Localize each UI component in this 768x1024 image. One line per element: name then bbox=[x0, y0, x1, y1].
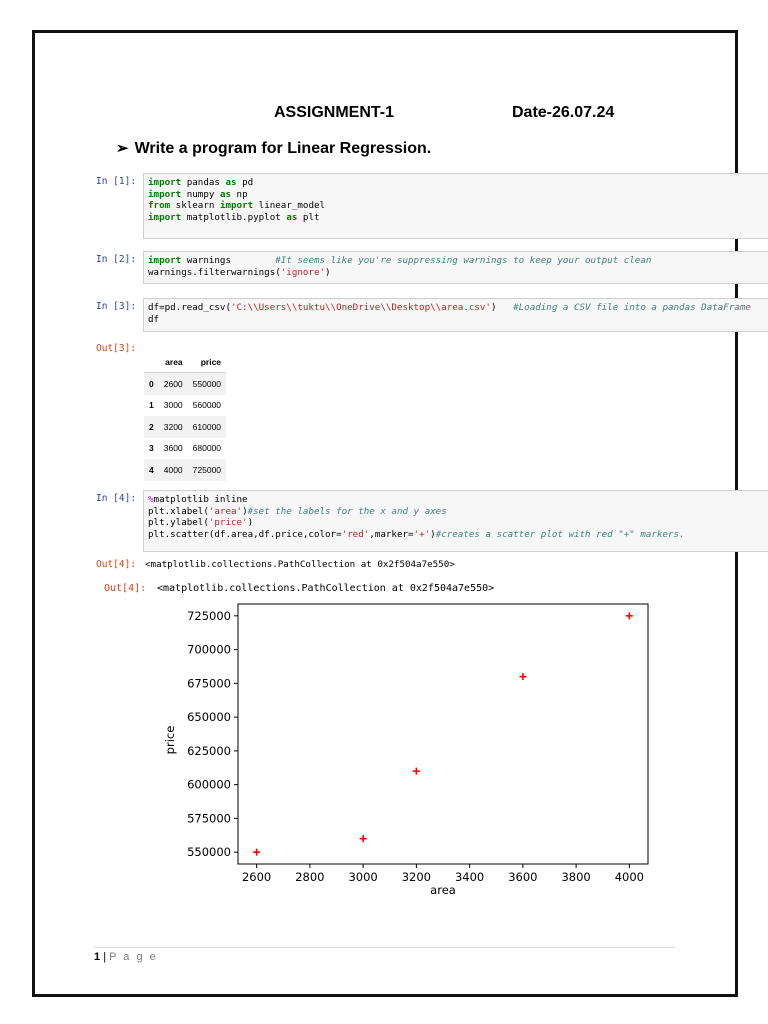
cell-price: 550000 bbox=[188, 373, 226, 395]
y-tick-label: 725000 bbox=[187, 608, 231, 623]
row-index: 2 bbox=[144, 416, 159, 438]
footer-separator: | bbox=[103, 951, 107, 963]
code-input[interactable]: import pandas as pd import numpy as np from sklearn import linear_model import matplotlib.pyplot as plt bbox=[143, 173, 768, 239]
cell-prompt: In [1]: bbox=[96, 176, 137, 187]
cell-price: 680000 bbox=[192, 443, 222, 454]
code-input[interactable]: %matplotlib inline plt.xlabel('area')#set the labels for the x and y axes plt.ylabel('price') plt.scatter(df.area,df.price,color='red',marker='+')#creates a scatter plot with red "+" markers. bbox=[143, 490, 768, 552]
output-cell-3 bbox=[96, 340, 768, 480]
y-tick-label: 625000 bbox=[187, 743, 231, 758]
output-cell-4-repeat bbox=[104, 583, 768, 597]
task-heading bbox=[116, 139, 431, 158]
y-tick-label: 675000 bbox=[187, 676, 231, 691]
code-input[interactable]: df=pd.read_csv('C:\\Users\\tuktu\\OneDrive\\Desktop\\area.csv') #Loading a CSV file into a pandas DataFrame df bbox=[143, 298, 768, 332]
plot-area bbox=[238, 604, 648, 864]
output-cell-4 bbox=[96, 559, 768, 573]
cell-area: 4000 bbox=[159, 459, 188, 481]
scatter-chart bbox=[150, 602, 660, 904]
page-number: 1 bbox=[94, 951, 101, 963]
row-index: 1 bbox=[149, 400, 154, 411]
page-label: P a g e bbox=[109, 951, 158, 963]
table-row bbox=[144, 416, 226, 438]
x-tick-label: 2800 bbox=[295, 870, 325, 884]
x-tick-label: 4000 bbox=[614, 870, 645, 884]
out-prompt: Out[4]: bbox=[104, 583, 147, 594]
y-axis-label: price bbox=[163, 725, 177, 755]
y-tick-label: 600000 bbox=[187, 777, 231, 792]
output-text: <matplotlib.collections.PathCollection at 0x2f504a7e550> bbox=[145, 559, 455, 570]
cell-area: 3600 bbox=[163, 443, 183, 454]
assignment-date: Date-26.07.24 bbox=[512, 104, 615, 121]
cell-prompt: In [3]: bbox=[96, 301, 137, 312]
x-tick-label: 3400 bbox=[454, 870, 485, 884]
output-text: <matplotlib.collections.PathCollection at 0x2f504a7e550> bbox=[157, 583, 495, 594]
out-prompt: Out[4]: bbox=[96, 559, 137, 570]
x-tick-label: 3000 bbox=[348, 870, 378, 884]
x-axis-label: area bbox=[430, 883, 456, 897]
x-tick-label: 2600 bbox=[241, 870, 272, 884]
y-tick-label: 650000 bbox=[187, 710, 231, 725]
cell-price: 560000 bbox=[192, 400, 222, 411]
index-header bbox=[144, 352, 159, 373]
cell-area: 3200 bbox=[159, 416, 188, 438]
y-tick-label: 700000 bbox=[187, 642, 231, 657]
assignment-title: ASSIGNMENT-1 bbox=[274, 104, 395, 121]
table-row bbox=[144, 459, 226, 481]
table-row bbox=[144, 395, 226, 417]
x-tick-label: 3600 bbox=[508, 870, 538, 884]
arrow-bullet-icon: ➢ bbox=[116, 140, 129, 157]
cell-price: 610000 bbox=[188, 416, 226, 438]
cell-price: 725000 bbox=[188, 459, 226, 481]
row-index: 4 bbox=[144, 459, 159, 481]
table-row bbox=[144, 373, 226, 395]
dataframe-table bbox=[144, 352, 226, 481]
row-index: 3 bbox=[149, 443, 154, 454]
out-prompt: Out[3]: bbox=[96, 343, 137, 354]
x-tick-label: 3200 bbox=[401, 870, 432, 884]
y-tick-label: 575000 bbox=[187, 811, 231, 826]
cell-area: 2600 bbox=[159, 373, 188, 395]
code-input[interactable]: import warnings #It seems like you're suppressing warnings to keep your output clean warnings.filterwarnings('ignore') bbox=[143, 251, 768, 284]
column-header: area bbox=[159, 352, 188, 373]
column-header: price bbox=[188, 352, 226, 373]
x-tick-label: 3800 bbox=[561, 870, 591, 884]
row-index: 0 bbox=[144, 373, 159, 395]
page-footer bbox=[94, 951, 158, 963]
y-tick-label: 550000 bbox=[187, 845, 231, 860]
task-text: Write a program for Linear Regression. bbox=[134, 140, 432, 157]
cell-prompt: In [2]: bbox=[96, 254, 137, 265]
table-row bbox=[144, 438, 226, 460]
cell-area: 3000 bbox=[163, 400, 183, 411]
footer-divider bbox=[94, 947, 675, 948]
cell-prompt: In [4]: bbox=[96, 493, 137, 504]
